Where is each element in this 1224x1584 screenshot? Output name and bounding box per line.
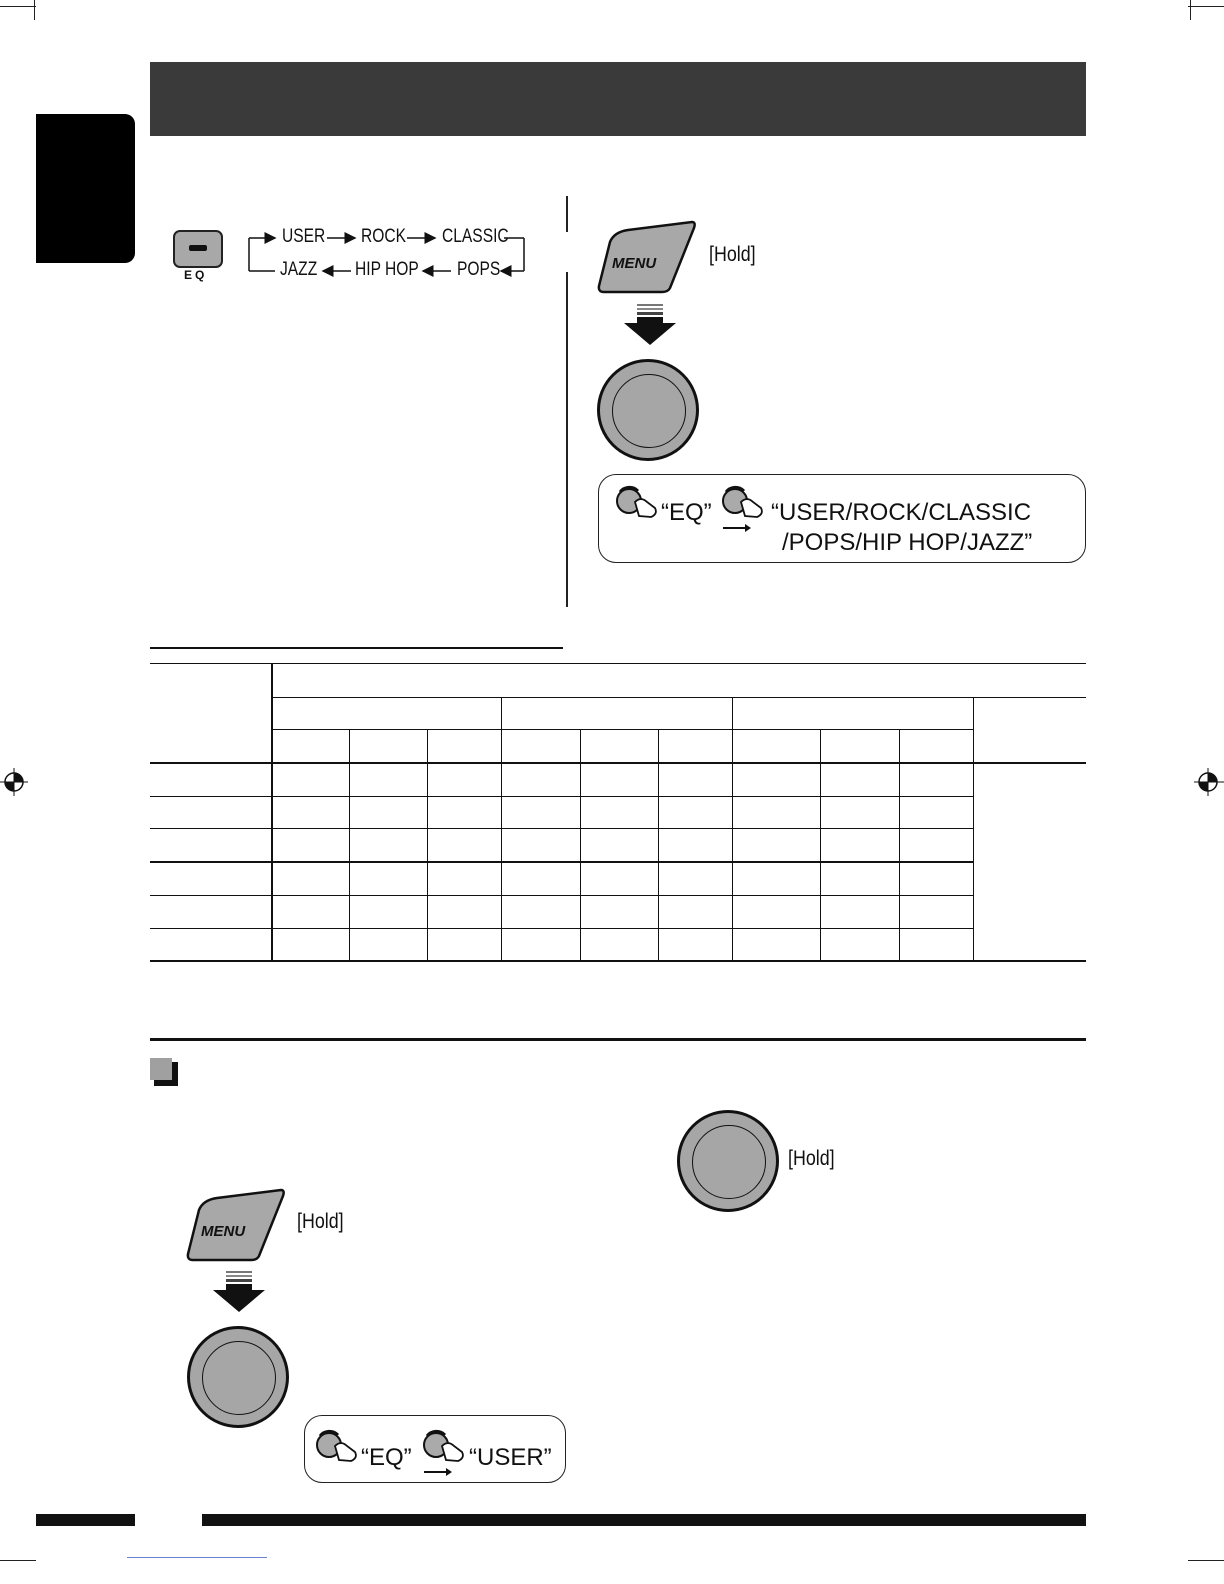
section-rule [150,1038,1086,1041]
callout-eq-text: “EQ” [361,1444,412,1471]
callout-eq-text: “EQ” [661,499,712,526]
table-line [899,729,900,961]
control-dial-icon[interactable] [597,359,699,461]
crop-mark [1188,6,1224,7]
table-line [150,895,974,896]
table-line [349,729,350,961]
callout-user-text: “USER” [469,1444,552,1471]
column-divider [566,196,568,232]
mode-select-callout [598,474,1086,563]
turn-dial-hand-icon [313,1428,359,1466]
hold-label: [Hold] [709,243,756,266]
table-line [272,729,974,730]
crop-mark [1188,1560,1224,1561]
table-line [150,828,974,829]
table-line [658,729,659,961]
table-line [150,861,974,863]
hold-label: [Hold] [788,1147,835,1170]
callout-modes-line1: “USER/ROCK/CLASSIC [771,499,1032,526]
flow-mode-user: USER [282,226,326,247]
table-line [150,960,1086,962]
crop-mark [1190,0,1191,20]
table-line [427,729,428,961]
user-select-callout [304,1415,566,1483]
down-arrow-icon [624,304,676,346]
footer-bar-right [202,1514,1086,1526]
crop-mark [0,6,36,7]
section-header-bar [150,62,1086,136]
table-line [150,663,1086,664]
table-line [150,928,974,929]
footer-link-rule [127,1557,267,1558]
registration-mark-icon [0,767,30,797]
table-line [820,729,821,961]
crop-mark [34,0,35,20]
turn-dial-hand-icon [613,484,659,522]
table-line [732,697,733,961]
flow-mode-pops: POPS [457,259,501,280]
menu-button-icon[interactable] [596,220,700,294]
turn-dial-hand-icon [719,484,765,536]
column-divider [566,272,568,607]
turn-dial-hand-icon [420,1428,466,1480]
flow-mode-hiphop: HIP HOP [355,259,419,280]
table-title-rule [150,647,563,649]
table-line [973,697,974,961]
down-arrow-icon [213,1271,265,1313]
flow-mode-jazz: JAZZ [280,259,318,280]
eq-button-icon[interactable] [173,230,223,268]
table-line [580,729,581,961]
menu-button-icon[interactable] [185,1188,289,1262]
crop-mark [0,1560,36,1561]
section-bullet [150,1058,178,1086]
registration-mark-icon [1194,767,1224,797]
menu-button-label: MENU [201,1223,246,1240]
table-line [150,796,974,797]
menu-button-label: MENU [612,255,657,272]
eq-button-label: EQ [184,268,208,282]
table-line [150,762,1086,764]
footer-bar-left [36,1514,135,1526]
eq-mode-flow [245,222,535,286]
table-line [271,663,273,961]
language-side-tab [36,114,135,263]
table-line [501,697,502,961]
flow-mode-classic: CLASSIC [442,226,509,247]
table-line [272,697,1086,698]
callout-modes-line2: /POPS/HIP HOP/JAZZ” [782,529,1033,556]
hold-label: [Hold] [297,1210,344,1233]
control-dial-icon[interactable] [677,1110,779,1212]
control-dial-icon[interactable] [187,1326,289,1428]
flow-mode-rock: ROCK [361,226,407,247]
